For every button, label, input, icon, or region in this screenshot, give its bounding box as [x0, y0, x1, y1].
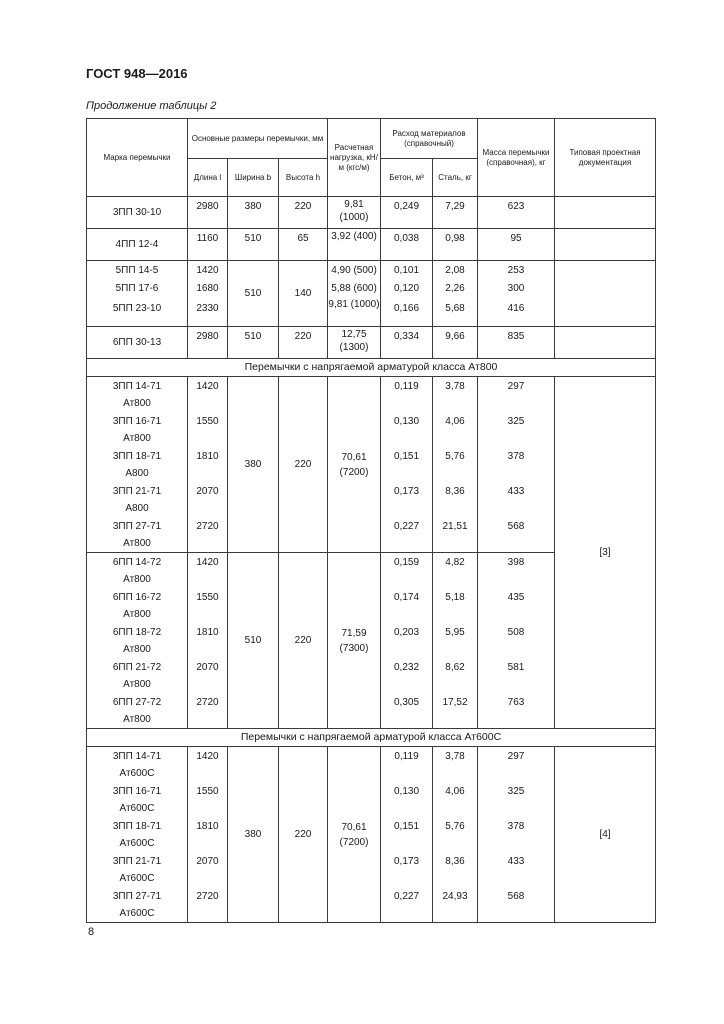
- cell-mass: 416: [507, 303, 525, 314]
- header-mass: Масса перемычки (справочная), кг: [478, 119, 555, 197]
- cell-mass: 325: [507, 786, 525, 797]
- cell-concrete: 0,227: [393, 891, 420, 902]
- cell-concrete: 0,173: [393, 856, 420, 867]
- cell-length: 1810: [196, 821, 219, 832]
- cell-length: 1550: [196, 416, 219, 427]
- cell-length: 1420: [196, 265, 219, 276]
- cell-mark-line1: 3ПП 16-71: [112, 416, 162, 427]
- header-steel: Сталь, кг: [433, 159, 478, 197]
- cell-height: 220: [279, 747, 328, 923]
- cell-width: 510: [228, 229, 279, 261]
- cell-width: 380: [228, 747, 279, 923]
- section-title-row: [87, 359, 656, 377]
- cell-mass: 433: [507, 856, 525, 867]
- cell-steel: 4,06: [445, 786, 465, 797]
- cell-concrete: 0,203: [393, 627, 420, 638]
- cell-load: 4,90 (500): [331, 265, 377, 276]
- cell-mark-line2: Ат800: [123, 609, 151, 620]
- cell-height: 140: [279, 261, 328, 327]
- cell-length-group: [188, 747, 228, 923]
- cell-mass: 300: [507, 283, 525, 294]
- cell-length: 1810: [196, 451, 219, 462]
- cell-length: 2720: [196, 891, 219, 902]
- cell-width: 380: [228, 377, 279, 553]
- cell-mark-line2: Ат800: [123, 538, 151, 549]
- cell-load: 3,92 (400): [328, 229, 381, 261]
- cell-mass: 378: [507, 451, 525, 462]
- cell-steel: 5,68: [445, 303, 465, 314]
- cell-mark-line1: 6ПП 21-72: [112, 662, 162, 673]
- cell-mark-line2: Ат800: [123, 398, 151, 409]
- cell-concrete: 0,334: [381, 327, 433, 359]
- table-row: [87, 229, 656, 261]
- cell-mark-line2: Ат800: [123, 714, 151, 725]
- cell-steel-group: [433, 747, 478, 923]
- cell-concrete: 0,119: [394, 381, 419, 392]
- cell-mass: 508: [507, 627, 525, 638]
- cell-length: 1550: [196, 786, 219, 797]
- cell-steel-group: [433, 377, 478, 553]
- cell-steel: 7,29: [433, 197, 478, 229]
- cell-steel: 8,36: [445, 856, 465, 867]
- cell-concrete: 0,227: [393, 521, 420, 532]
- cell-concrete: 0,130: [393, 416, 420, 427]
- cell-length-group: [188, 377, 228, 553]
- cell-concrete: 0,151: [393, 451, 420, 462]
- cell-steel: 3,78: [445, 381, 465, 392]
- cell-mark-line1: 3ПП 21-71: [112, 486, 162, 497]
- table-row: [87, 327, 656, 359]
- header-load: Расчетная нагрузка, кН/м (кгс/м): [328, 119, 381, 197]
- cell-load: 71,59 (7300): [328, 553, 381, 729]
- cell-mark-line2: А800: [125, 503, 149, 514]
- cell-mass: 297: [507, 381, 525, 392]
- cell-mass: 568: [507, 891, 525, 902]
- cell-steel: 8,36: [445, 486, 465, 497]
- cell-width: 510: [228, 327, 279, 359]
- cell-mass: 325: [507, 416, 525, 427]
- cell-steel: 4,82: [445, 557, 465, 568]
- cell-concrete: 0,159: [393, 557, 420, 568]
- cell-height: 220: [279, 197, 328, 229]
- cell-mass: 253: [507, 265, 525, 276]
- cell-mark-line2: Ат600С: [119, 873, 155, 884]
- cell-mass-group: [478, 747, 555, 923]
- cell-length-group: [188, 261, 228, 327]
- cell-mark-line2: Ат600С: [119, 908, 155, 919]
- cell-load: 9,81 (1000): [328, 197, 381, 229]
- cell-mark-group: [87, 553, 188, 729]
- section-title: Перемычки с напрягаемой арматурой класса Ат600С: [87, 729, 656, 747]
- cell-mass: 763: [507, 697, 525, 708]
- cell-length: 1420: [196, 751, 219, 762]
- cell-mark: 4ПП 12-4: [87, 229, 188, 261]
- header-height: Высота h: [279, 159, 328, 197]
- cell-steel: 5,18: [445, 592, 465, 603]
- cell-load: 70,61 (7200): [328, 377, 381, 553]
- cell-steel-group: [433, 261, 478, 327]
- cell-concrete: 0,101: [393, 265, 420, 276]
- cell-mark-line1: 6ПП 16-72: [112, 592, 162, 603]
- lintel-table: [86, 118, 656, 923]
- cell-mass: 378: [507, 821, 525, 832]
- cell-mark-line1: 6ПП 27-72: [112, 697, 162, 708]
- cell-steel: 3,78: [445, 751, 465, 762]
- cell-concrete: 0,130: [393, 786, 420, 797]
- cell-length: 1160: [188, 229, 228, 261]
- cell-concrete: 0,038: [381, 229, 433, 261]
- cell-mark-line2: Ат800: [123, 433, 151, 444]
- cell-load: 9,81 (1000): [328, 299, 380, 310]
- cell-mass: 581: [507, 662, 525, 673]
- cell-mark-line1: 3ПП 27-71: [112, 891, 162, 902]
- cell-width: 380: [228, 197, 279, 229]
- cell-length: 2720: [196, 521, 219, 532]
- header-mark: Марка перемычки: [87, 119, 188, 197]
- cell-steel: 5,76: [445, 821, 465, 832]
- cell-length: 2070: [196, 856, 219, 867]
- cell-mark-group: [87, 377, 188, 553]
- cell-mark: 6ПП 30-13: [87, 327, 188, 359]
- cell-length: 2980: [188, 197, 228, 229]
- cell-mass: 568: [507, 521, 525, 532]
- cell-height: 220: [279, 377, 328, 553]
- cell-concrete: 0,232: [393, 662, 420, 673]
- cell-load: 12,75 (1300): [328, 327, 381, 359]
- cell-doc: [555, 197, 656, 229]
- header-main-dims: Основные размеры перемычки, мм: [188, 119, 328, 159]
- table-row: [87, 747, 656, 923]
- cell-length: 2070: [196, 486, 219, 497]
- cell-mass: 297: [507, 751, 525, 762]
- cell-doc-reference: [4]: [555, 747, 656, 923]
- table-continuation-caption: Продолжение таблицы 2: [86, 100, 217, 112]
- cell-mark-line2: Ат800: [123, 679, 151, 690]
- cell-mark-line2: Ат600С: [119, 803, 155, 814]
- table-row: [87, 377, 656, 553]
- header-concrete: Бетон, м³: [381, 159, 433, 197]
- cell-mark-line1: 3ПП 14-71: [112, 751, 162, 762]
- page-number: 8: [88, 926, 95, 938]
- header-length: Длина l: [188, 159, 228, 197]
- cell-concrete-group: [381, 377, 433, 553]
- cell-mass: 835: [478, 327, 555, 359]
- cell-width: 510: [228, 261, 279, 327]
- cell-length: 1810: [196, 627, 219, 638]
- cell-steel: 8,62: [445, 662, 465, 673]
- cell-load: 5,88 (600): [331, 283, 377, 294]
- cell-mark: 3ПП 30-10: [87, 197, 188, 229]
- cell-steel: 5,95: [445, 627, 465, 638]
- cell-concrete: 0,173: [393, 486, 420, 497]
- cell-steel: 5,76: [445, 451, 465, 462]
- cell-load-group: [328, 261, 381, 327]
- table-row: [87, 261, 656, 327]
- cell-mark-line1: 6ПП 14-72: [112, 557, 162, 568]
- cell-steel: 2,26: [445, 283, 465, 294]
- cell-height: 220: [279, 327, 328, 359]
- cell-concrete: 0,151: [393, 821, 420, 832]
- cell-length: 1550: [196, 592, 219, 603]
- header-width: Ширина b: [228, 159, 279, 197]
- section-title-row: [87, 729, 656, 747]
- cell-mark-line2: Ат600С: [119, 838, 155, 849]
- cell-mark-line1: 3ПП 21-71: [112, 856, 162, 867]
- cell-mark-line2: А800: [125, 468, 149, 479]
- cell-mark: 5ПП 14-5: [115, 265, 159, 276]
- cell-concrete: 0,305: [393, 697, 420, 708]
- header-consumption: Расход материалов (справочный): [381, 119, 478, 159]
- cell-mark-line2: Ат800: [123, 574, 151, 585]
- cell-steel: 9,66: [433, 327, 478, 359]
- cell-steel: 24,93: [442, 891, 468, 902]
- table-row: [87, 197, 656, 229]
- cell-concrete: 0,119: [394, 751, 419, 762]
- cell-mass: 435: [507, 592, 525, 603]
- cell-mark: 5ПП 23-10: [112, 303, 162, 314]
- document-title: ГОСТ 948—2016: [86, 66, 188, 81]
- cell-mark-line1: 3ПП 18-71: [112, 451, 162, 462]
- cell-mark-line2: Ат600С: [119, 768, 155, 779]
- cell-doc-reference: [3]: [555, 377, 656, 729]
- cell-mass-group: [478, 553, 555, 729]
- cell-mass: 95: [478, 229, 555, 261]
- cell-concrete: 0,249: [381, 197, 433, 229]
- cell-mark-line1: 3ПП 16-71: [112, 786, 162, 797]
- cell-concrete: 0,166: [393, 303, 420, 314]
- cell-concrete: 0,174: [393, 592, 420, 603]
- cell-mark-line2: Ат800: [123, 644, 151, 655]
- cell-length: 2330: [196, 303, 219, 314]
- cell-concrete-group: [381, 553, 433, 729]
- table-header: [87, 119, 656, 197]
- cell-length: 2980: [188, 327, 228, 359]
- cell-length: 2070: [196, 662, 219, 673]
- cell-steel: 0,98: [433, 229, 478, 261]
- cell-concrete-group: [381, 747, 433, 923]
- cell-load: 70,61 (7200): [328, 747, 381, 923]
- cell-width: 510: [228, 553, 279, 729]
- section-title: Перемычки с напрягаемой арматурой класса Ат800: [87, 359, 656, 377]
- table-body: [87, 197, 656, 923]
- cell-mass: 433: [507, 486, 525, 497]
- cell-mark-group: [87, 747, 188, 923]
- cell-height: 65: [279, 229, 328, 261]
- cell-concrete: 0,120: [393, 283, 420, 294]
- cell-steel: 2,08: [445, 265, 465, 276]
- cell-steel-group: [433, 553, 478, 729]
- cell-doc: [555, 229, 656, 261]
- cell-doc: [555, 327, 656, 359]
- cell-mark-line1: 3ПП 14-71: [112, 381, 162, 392]
- cell-mass: 398: [507, 557, 525, 568]
- cell-height: 220: [279, 553, 328, 729]
- cell-length: 1420: [196, 557, 219, 568]
- cell-mass: 623: [478, 197, 555, 229]
- cell-concrete-group: [381, 261, 433, 327]
- cell-mark: 5ПП 17-6: [115, 283, 159, 294]
- cell-length: 1420: [196, 381, 219, 392]
- header-doc: Типовая проектная документация: [555, 119, 656, 197]
- cell-mass-group: [478, 377, 555, 553]
- cell-mark-line1: 3ПП 18-71: [112, 821, 162, 832]
- cell-steel: 17,52: [442, 697, 468, 708]
- cell-length: 2720: [196, 697, 219, 708]
- cell-mass-group: [478, 261, 555, 327]
- cell-steel: 4,06: [445, 416, 465, 427]
- cell-mark-group: [87, 261, 188, 327]
- cell-length: 1680: [196, 283, 219, 294]
- cell-mark-line1: 6ПП 18-72: [112, 627, 162, 638]
- cell-doc: [555, 261, 656, 327]
- cell-mark-line1: 3ПП 27-71: [112, 521, 162, 532]
- cell-length-group: [188, 553, 228, 729]
- cell-steel: 21,51: [442, 521, 468, 532]
